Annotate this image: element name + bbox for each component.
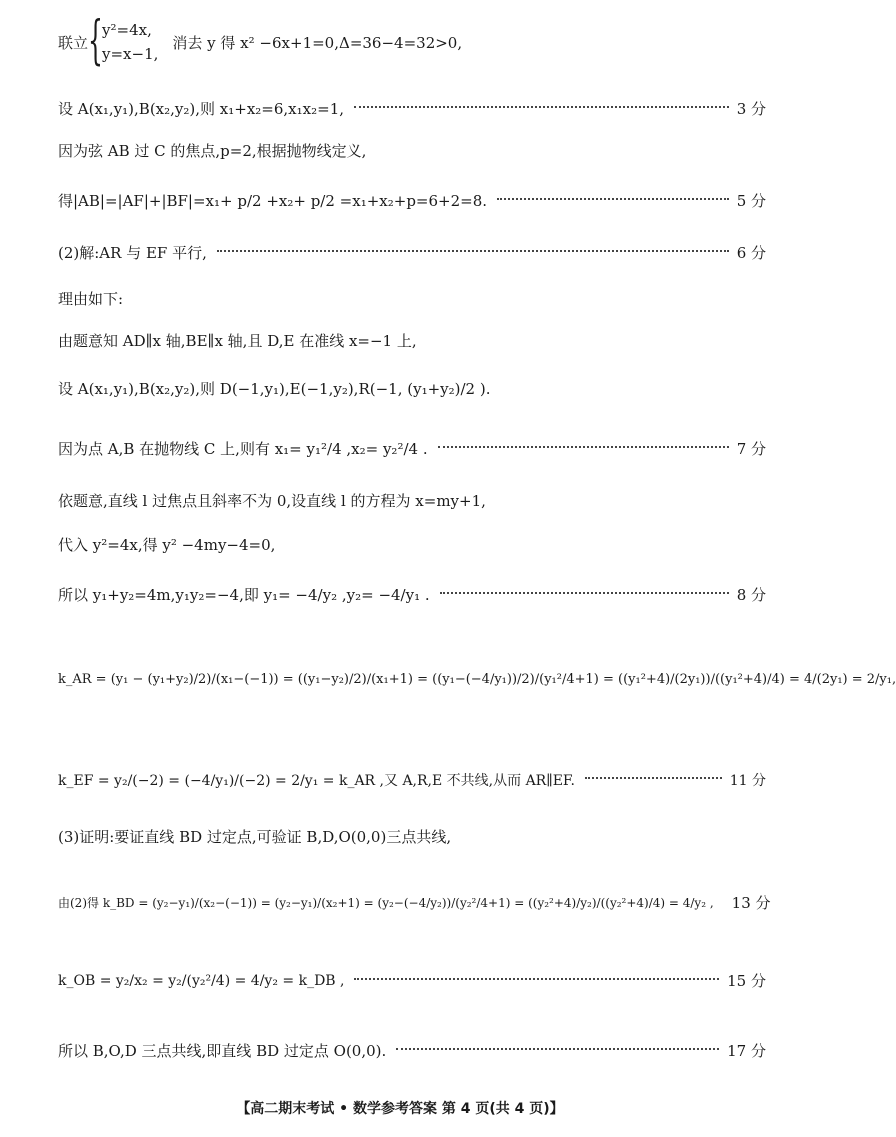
system-eq-2: y=x−1,	[102, 45, 159, 63]
line-10	[58, 490, 766, 511]
system-eq-1: y²=4x,	[102, 21, 152, 39]
line-text: k_AR = (y₁ − (y₁+y₂)/2)/(x₁−(−1)) = ((y₁−y₂)/2)/(x₁+1) = ((y₁−(−4/y₁))/2)/(y₁²/4+1) = ((y₁²+4)/(2y₁))/((y₁²+4)/4) = 4/(2y₁) = 2/y₁,	[58, 672, 896, 687]
line-4	[58, 190, 766, 211]
line-text: 设 A(x₁,y₁),B(x₂,y₂),则 D(−1,y₁),E(−1,y₂),R(−1, (y₁+y₂)/2 ).	[58, 380, 491, 398]
line-text: 因为弦 AB 过 C 的焦点,p=2,根据抛物线定义,	[58, 142, 367, 160]
line-11	[58, 534, 766, 555]
score-label: 3 分	[736, 100, 766, 118]
line-9	[58, 438, 766, 459]
line-text: 得|AB|=|AF|+|BF|=x₁+ p/2 +x₂+ p/2 =x₁+x₂+p=6+2=8.	[58, 192, 488, 210]
brace-icon: {	[88, 11, 103, 72]
leader-dots	[396, 1048, 719, 1050]
line-text: 由(2)得 k_BD = (y₂−y₁)/(x₂−(−1)) = (y₂−y₁)/(x₂+1) = (y₂−(−4/y₂))/(y₂²/4+1) = ((y₂²+4)/y₂)/((y₂²+4)/4) = 4/y₂ ,	[58, 896, 714, 910]
line-text: 设 A(x₁,y₁),B(x₂,y₂),则 x₁+x₂=6,x₁x₂=1,	[58, 100, 345, 118]
line-16	[58, 892, 771, 913]
line-14	[58, 770, 766, 790]
score-label: 15 分	[727, 972, 766, 990]
line-12	[58, 584, 766, 605]
line-text: 所以 B,O,D 三点共线,即直线 BD 过定点 O(0,0).	[58, 1042, 387, 1060]
leader-dots	[438, 446, 729, 448]
line-text: 因为点 A,B 在抛物线 C 上,则有 x₁= y₁²/4 ,x₂= y₂²/4 .	[58, 440, 428, 458]
line-system-text: 消去 y 得 x² −6x+1=0,Δ=36−4=32>0,	[172, 33, 463, 52]
line-text: (2)解:AR 与 EF 平行,	[58, 244, 207, 262]
line-13	[58, 672, 896, 687]
line-17	[58, 970, 766, 991]
line-text: (3)证明:要证直线 BD 过定点,可验证 B,D,O(0,0)三点共线,	[58, 828, 452, 846]
line-text: k_OB = y₂/x₂ = y₂/(y₂²/4) = 4/y₂ = k_DB ,	[58, 972, 345, 989]
score-label: 13 分	[731, 894, 771, 912]
leader-dots	[354, 106, 729, 108]
line-3	[58, 140, 766, 161]
leader-dots	[585, 777, 722, 779]
score-label: 8 分	[736, 586, 766, 604]
line-text: 理由如下:	[58, 290, 124, 308]
score-label: 7 分	[736, 440, 766, 458]
line-text: 由题意知 AD∥x 轴,BE∥x 轴,且 D,E 在准线 x=−1 上,	[58, 332, 417, 350]
leader-dots	[440, 592, 729, 594]
line-8	[58, 378, 766, 399]
score-label: 17 分	[727, 1042, 766, 1060]
line-text: k_EF = y₂/(−2) = (−4/y₁)/(−2) = 2/y₁ = k_AR ,又 A,R,E 不共线,从而 AR∥EF.	[58, 773, 575, 789]
line-text: 依题意,直线 l 过焦点且斜率不为 0,设直线 l 的方程为 x=my+1,	[58, 492, 486, 510]
score-label: 5 分	[736, 192, 766, 210]
line-system	[58, 11, 766, 72]
line-text: 所以 y₁+y₂=4m,y₁y₂=−4,即 y₁= −4/y₂ ,y₂= −4/y₁ .	[58, 586, 430, 604]
line-6	[58, 288, 766, 309]
line-7	[58, 330, 766, 351]
line-2	[58, 98, 766, 119]
line-18	[58, 1040, 766, 1061]
line-5	[58, 242, 766, 263]
line-system-prefix: 联立	[58, 33, 89, 52]
leader-dots	[497, 198, 729, 200]
leader-dots	[354, 978, 719, 980]
leader-dots	[217, 250, 729, 252]
line-text: 代入 y²=4x,得 y² −4my−4=0,	[58, 536, 276, 554]
equation-system	[88, 11, 159, 72]
line-15	[58, 826, 766, 847]
page-footer: 【高二期末考试 • 数学参考答案 第 4 页(共 4 页)】	[236, 1101, 564, 1117]
score-label: 11 分	[729, 773, 766, 789]
score-label: 6 分	[736, 244, 766, 262]
